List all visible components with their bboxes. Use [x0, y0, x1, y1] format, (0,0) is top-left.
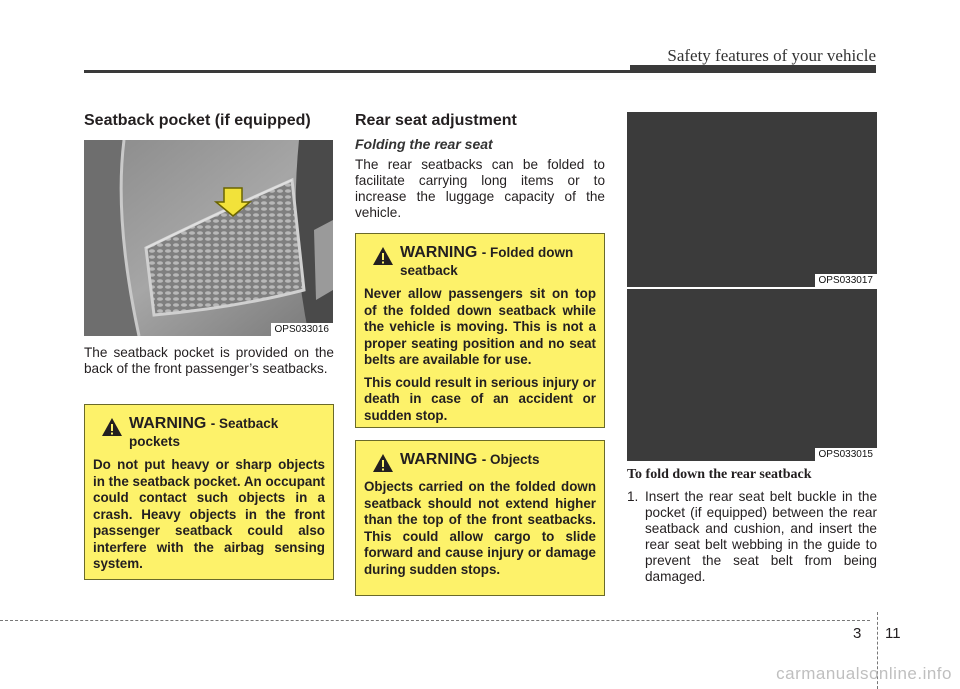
seatback-pocket-illustration [84, 140, 333, 336]
warning-text-1: Never allow passengers sit on top of the folded down seatback while the vehicle is moving. This is not a proper seating position and no seat belts are available for use. [364, 286, 596, 367]
warning-header [372, 451, 596, 473]
rear-seat-photo-2 [627, 289, 877, 461]
warning-triangle-icon [372, 246, 394, 266]
step-1 [627, 489, 877, 585]
figure-label-ops033016: OPS033016 [271, 323, 334, 336]
warning-text: Objects carried on the folded down seatback should not extend higher than the top of the front seatbacks. This could allow cargo to slide forward and cause injury or damage during sudden stops. [364, 479, 596, 577]
warning-triangle-icon [372, 453, 394, 473]
warning-label: WARNING [129, 415, 207, 432]
seatback-pocket-photo [84, 140, 333, 336]
warning-text-2: This could result in serious injury or death in case of an accident or sudden stop. [364, 374, 596, 423]
header-rule [84, 70, 876, 73]
warning-box-seatback-pockets [84, 404, 334, 580]
figure-label-ops033015: OPS033015 [815, 448, 878, 461]
warning-box-folded-seatback [355, 233, 605, 428]
header-title: Safety features of your vehicle [667, 46, 876, 65]
warning-header [101, 415, 325, 451]
warning-label: WARNING [400, 451, 478, 468]
fold-down-subheading: To fold down the rear seatback [627, 467, 812, 482]
step-text: Insert the rear seat belt buckle in the pocket (if equipped) between the rear seatback and cushion, and insert the rear seat belt webbing in the guide to prevent the seat belt from being damaged. [645, 489, 877, 584]
rear-seat-photo-1 [627, 112, 877, 287]
rear-seat-description: The rear seatbacks can be folded to facilitate carrying long items or to increase the luggage capacity of the vehicle. [355, 157, 605, 220]
warning-label: WARNING [400, 244, 478, 261]
page-number: 11 [885, 625, 901, 642]
warning-topic: - Folded down seatback [400, 245, 574, 278]
warning-header [372, 244, 596, 280]
warning-text: Do not put heavy or sharp objects in the seatback pocket. An occupant could contact such objects in a crash. Heavy objects in the front passenger seatback could also interfere with the airbag sensing system. [93, 457, 325, 571]
figure-label-ops033017: OPS033017 [815, 274, 878, 287]
footer-dashed-rule [0, 620, 870, 621]
warning-box-objects [355, 440, 605, 596]
seatback-pocket-description: The seatback pocket is provided on the back of the front passenger’s seatbacks. [84, 345, 334, 376]
seatback-pocket-heading: Seatback pocket (if equipped) [84, 112, 311, 129]
watermark: carmanualsonline.info [776, 664, 952, 683]
rear-seat-adjustment-heading: Rear seat adjustment [355, 112, 517, 129]
section-number: 3 [853, 625, 862, 642]
warning-topic: - Objects [481, 452, 540, 467]
warning-topic: - Seatback pockets [129, 416, 279, 449]
step-number: 1. [627, 489, 639, 504]
warning-triangle-icon [101, 417, 123, 437]
folding-rear-seat-subheading: Folding the rear seat [355, 136, 493, 152]
